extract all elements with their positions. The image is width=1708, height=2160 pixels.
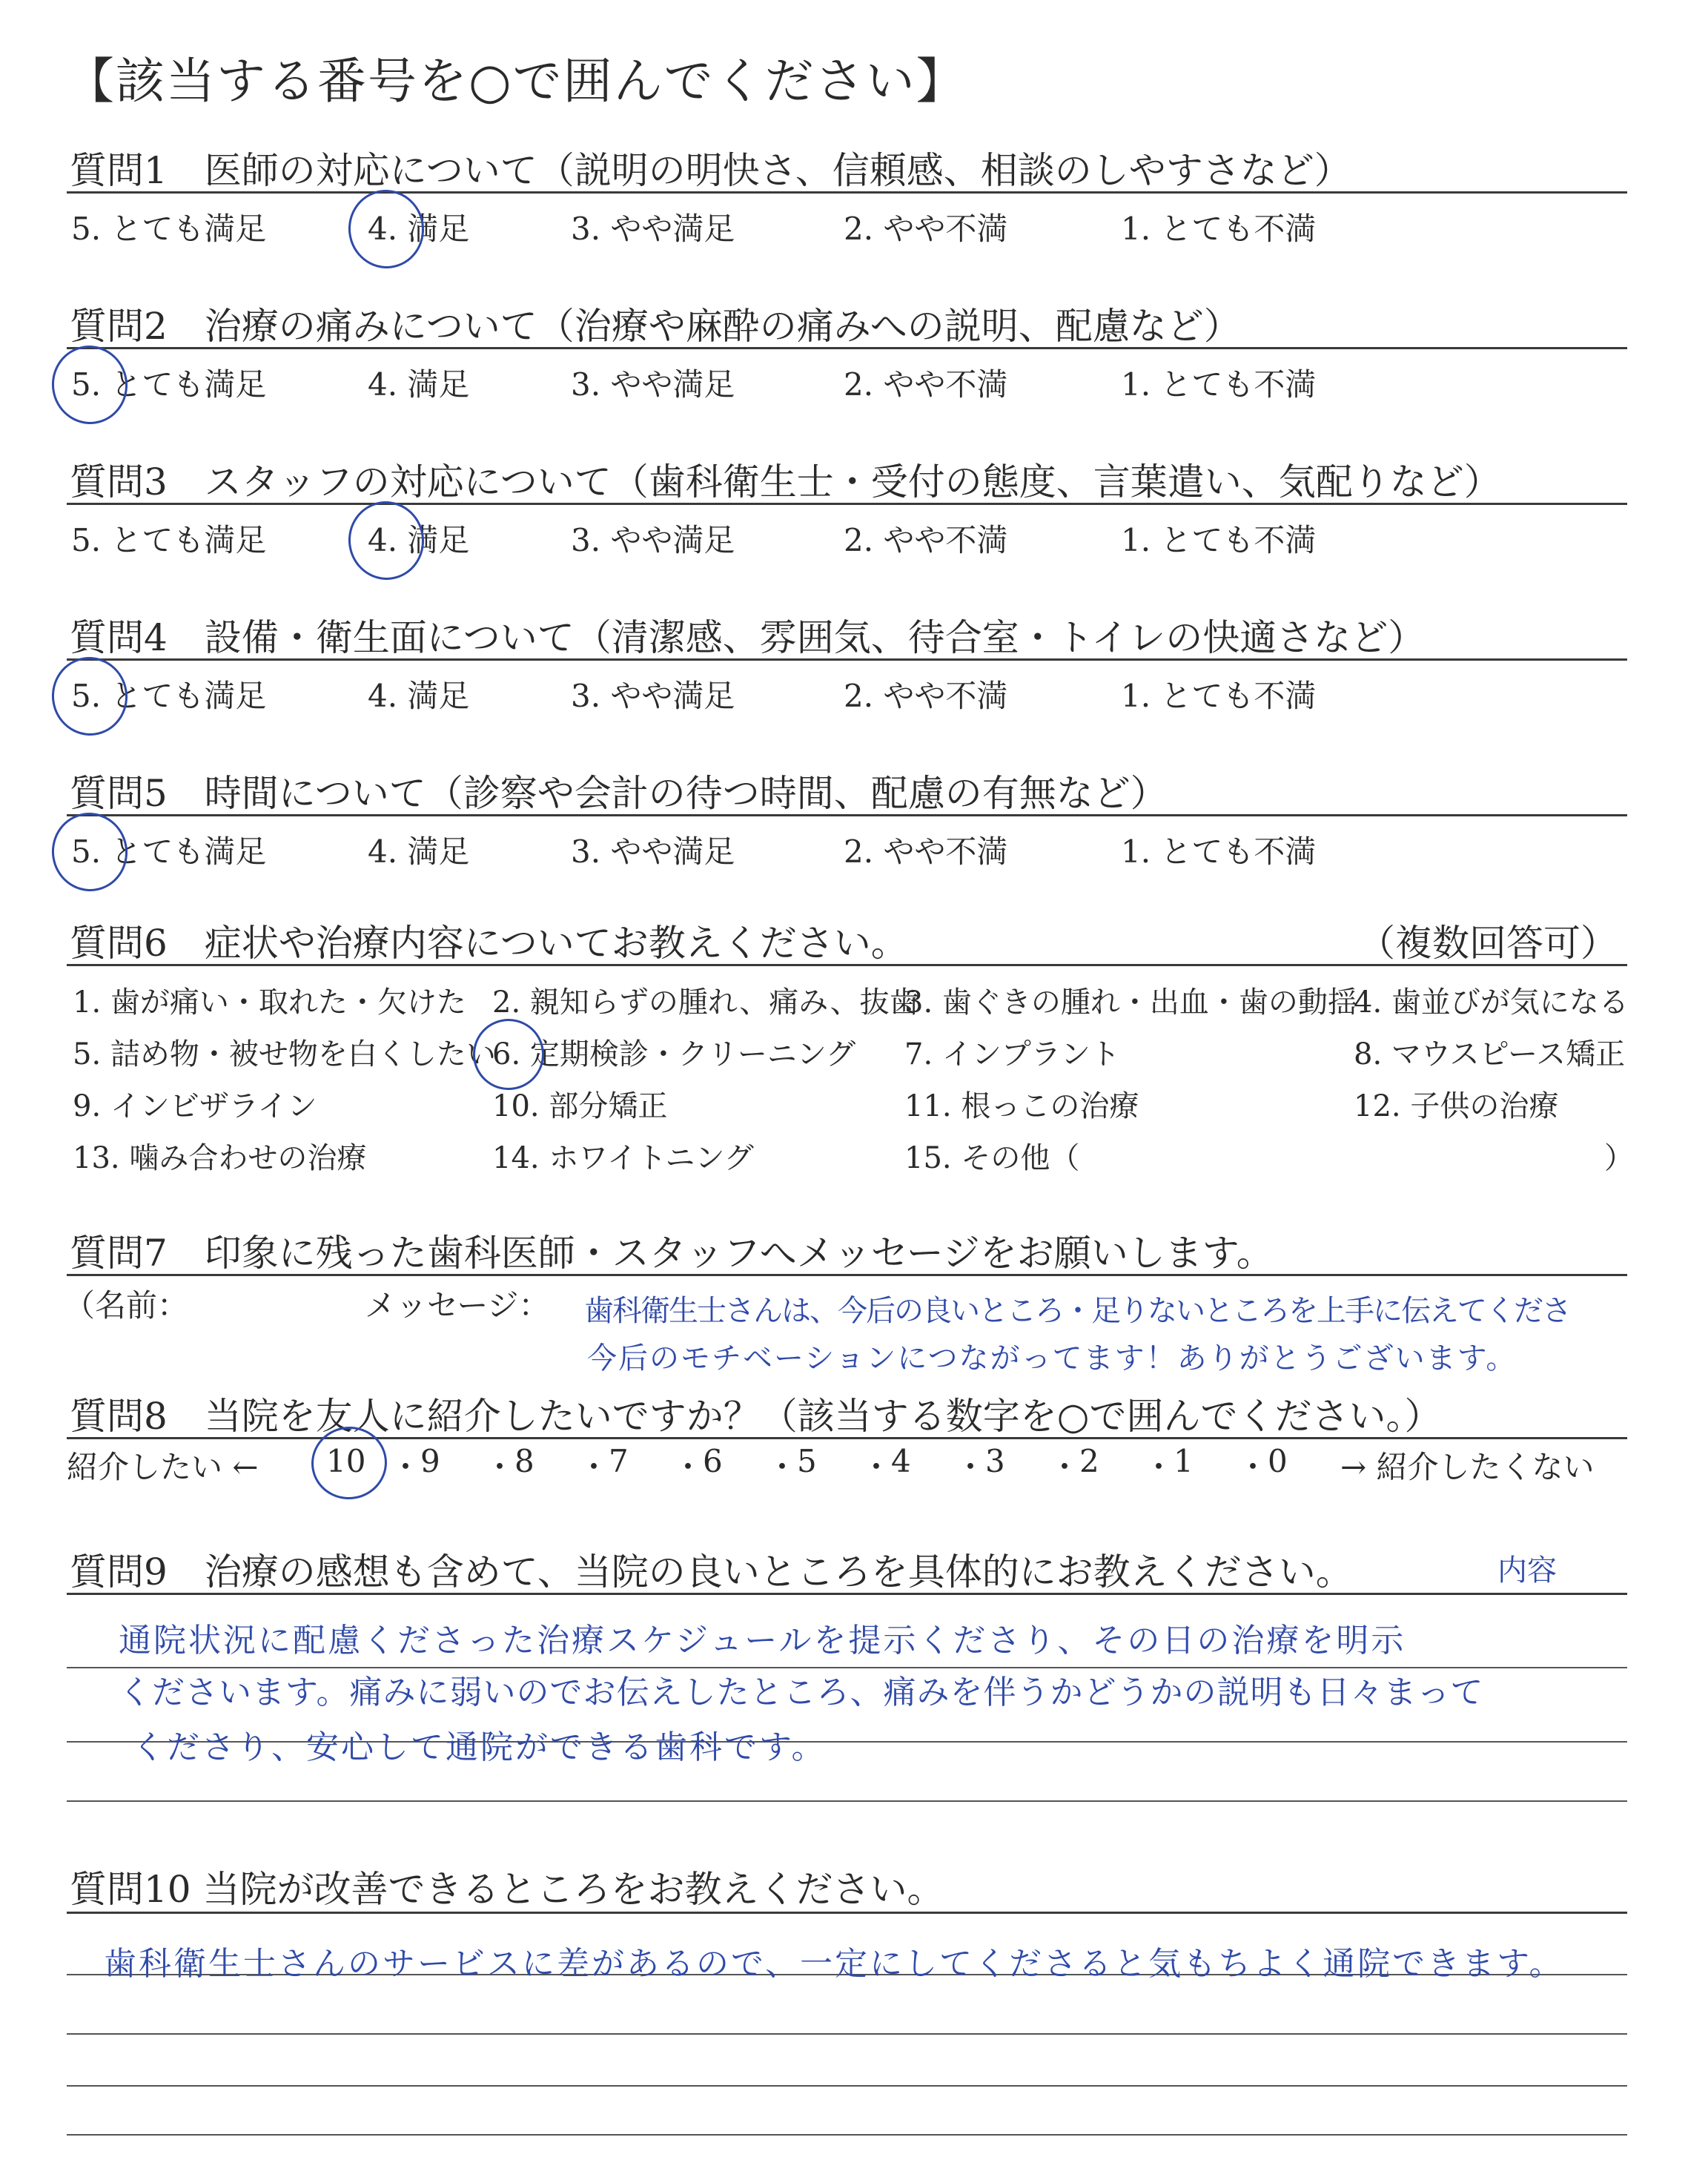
q4-option-4[interactable]: 4. 満足 [368, 678, 470, 714]
q9-rule-1 [67, 1593, 1627, 1595]
q6-option-14[interactable]: 14. ホワイトニング [492, 1141, 754, 1175]
q5-option-2[interactable]: 2. やや不満 [844, 833, 1008, 870]
q6-option-13[interactable]: 13. 噛み合わせの治療 [73, 1141, 367, 1175]
q8-title: 質問8 当院を友人に紹介したいですか？（該当する数字を○で囲んでください。） [70, 1395, 1442, 1438]
q7-message-line-1: 歯科衛生士さんは、今后の良いところ・足りないところを上手に伝えてくださ [584, 1294, 1570, 1328]
q3-option-4[interactable]: 4. 満足 [368, 522, 470, 558]
q6-title: 質問6 症状や治療内容についてお教えください。 [70, 922, 908, 965]
q6-option-other-close: ） [1604, 1141, 1634, 1175]
q5-option-1[interactable]: 1. とても不満 [1121, 833, 1317, 870]
q2-option-4[interactable]: 4. 満足 [368, 366, 470, 403]
q6-option-5[interactable]: 5. 詰め物・被せ物を白くしたい [73, 1037, 496, 1071]
q8-right-label: → 紹介したくない [1340, 1449, 1595, 1485]
q8-scale-4[interactable]: 4 [891, 1443, 911, 1479]
q10-title: 質問10 当院が改善できるところをお教えください。 [70, 1868, 944, 1911]
q10-answer-line-1: 歯科衛生士さんのサービスに差があるので、一定にしてくださると気もちよく通院できます。 [104, 1945, 1564, 1983]
q9-answer-line-1: 通院状況に配慮くださった治療スケジュールを提示くださり、その日の治療を明示 [119, 1622, 1406, 1659]
q8-scale-10[interactable]: 10 [326, 1443, 366, 1479]
q8-scale-dot: ・ [672, 1449, 704, 1485]
q6-note: （複数回答可） [1358, 922, 1618, 965]
q8-scale-9[interactable]: 9 [420, 1443, 440, 1479]
q6-option-15[interactable]: 15. その他（ [904, 1141, 1080, 1175]
q6-option-10[interactable]: 10. 部分矯正 [492, 1089, 668, 1123]
q6-option-2[interactable]: 2. 親知らずの腫れ、痛み、抜歯 [492, 985, 919, 1020]
q6-option-6[interactable]: 6. 定期検診・クリーニング [492, 1037, 856, 1071]
q6-option-7[interactable]: 7. インプラント [904, 1037, 1120, 1071]
q8-scale-dot: ・ [1143, 1449, 1175, 1485]
q4-option-5[interactable]: 5. とても満足 [71, 678, 267, 714]
q2-option-1[interactable]: 1. とても不満 [1121, 366, 1317, 403]
q8-scale-dot: ・ [484, 1449, 516, 1485]
q8-rule [67, 1437, 1627, 1439]
q5-rule [67, 814, 1627, 816]
q5-option-4[interactable]: 4. 満足 [368, 833, 470, 870]
q5-option-5[interactable]: 5. とても満足 [71, 833, 267, 870]
q7-message-label: メッセージ： [365, 1287, 550, 1324]
q5-title: 質問5 時間について（診察や会計の待つ時間、配慮の有無など） [70, 772, 1168, 815]
q6-option-8[interactable]: 8. マウスピース矯正 [1354, 1037, 1626, 1071]
q8-scale-dot: ・ [578, 1449, 610, 1485]
q10-rule-1 [67, 1912, 1627, 1914]
q3-selection-circle [343, 496, 429, 584]
q8-scale-dot: ・ [767, 1449, 798, 1485]
q6-option-3[interactable]: 3. 歯ぐきの腫れ・出血・歯の動揺 [904, 985, 1357, 1020]
q1-option-5[interactable]: 5. とても満足 [71, 211, 267, 247]
q7-name-label: （名前： [64, 1287, 189, 1324]
q8-scale-dot: ・ [955, 1449, 987, 1485]
q9-insert-note: 内容 [1497, 1553, 1557, 1588]
q5-selection-circle [47, 807, 133, 896]
q8-scale-3[interactable]: 3 [985, 1443, 1005, 1479]
q4-option-3[interactable]: 3. やや満足 [571, 678, 735, 714]
q6-rule [67, 964, 1627, 966]
q4-option-1[interactable]: 1. とても不満 [1121, 678, 1317, 714]
q9-answer-line-3: くださり、安心して通院ができる歯科です。 [132, 1728, 827, 1766]
q9-title: 質問9 治療の感想も含めて、当院の良いところを具体的にお教えください。 [70, 1550, 1353, 1593]
q2-option-5[interactable]: 5. とても満足 [71, 366, 267, 403]
q9-answer-line-2: くださいます。痛みに弱いのでお伝えしたところ、痛みを伴うかどうかの説明も日々まって [119, 1674, 1484, 1711]
q3-option-5[interactable]: 5. とても満足 [71, 522, 267, 558]
q2-option-2[interactable]: 2. やや不満 [844, 366, 1008, 403]
q1-option-2[interactable]: 2. やや不満 [844, 211, 1008, 247]
q9-rule-4 [67, 1800, 1627, 1802]
q6-option-4[interactable]: 4. 歯並びが気になる [1354, 985, 1629, 1020]
q2-option-3[interactable]: 3. やや満足 [571, 366, 735, 403]
q10-rule-4 [67, 2085, 1627, 2087]
q6-option-11[interactable]: 11. 根っこの治療 [904, 1089, 1139, 1123]
q6-option-1[interactable]: 1. 歯が痛い・取れた・欠けた [73, 985, 466, 1020]
q8-scale-0[interactable]: 0 [1268, 1443, 1288, 1479]
q8-scale-dot: ・ [1237, 1449, 1269, 1485]
q8-scale-6[interactable]: 6 [703, 1443, 723, 1479]
q5-option-3[interactable]: 3. やや満足 [571, 833, 735, 870]
q10-rule-3 [67, 2033, 1627, 2035]
q1-selection-circle [343, 185, 429, 273]
q3-title: 質問3 スタッフの対応について（歯科衛生士・受付の態度、言葉遣い、気配りなど） [70, 460, 1501, 503]
q7-title: 質問7 印象に残った歯科医師・スタッフへメッセージをお願いします。 [70, 1232, 1274, 1275]
q4-selection-circle [47, 652, 133, 740]
q6-option-12[interactable]: 12. 子供の治療 [1354, 1089, 1559, 1123]
q7-message-line-2: 今后のモチベーションにつながってます！ありがとうございます。 [587, 1341, 1517, 1375]
q1-rule [67, 191, 1627, 194]
q4-option-2[interactable]: 2. やや不満 [844, 678, 1008, 714]
q8-scale-7[interactable]: 7 [609, 1443, 629, 1479]
q6-option-9[interactable]: 9. インビザライン [73, 1089, 317, 1123]
q1-title: 質問1 医師の対応について（説明の明快さ、信頼感、相談のしやすさなど） [70, 149, 1351, 192]
q1-option-1[interactable]: 1. とても不満 [1121, 211, 1317, 247]
q10-rule-5 [67, 2134, 1627, 2136]
q4-title: 質問4 設備・衛生面について（清潔感、雰囲気、待合室・トイレの快適さなど） [70, 616, 1426, 659]
q8-scale-5[interactable]: 5 [797, 1443, 817, 1479]
q3-rule [67, 503, 1627, 505]
q2-selection-circle [47, 340, 133, 429]
q4-rule [67, 658, 1627, 661]
q8-left-label: 紹介したい ← [67, 1449, 259, 1485]
q1-option-3[interactable]: 3. やや満足 [571, 211, 735, 247]
q8-scale-dot: ・ [1049, 1449, 1081, 1485]
form-header: 【該当する番号を○で囲んでください】 [65, 53, 967, 110]
q2-title: 質問2 治療の痛みについて（治療や麻酔の痛みへの説明、配慮など） [70, 305, 1241, 348]
q3-option-2[interactable]: 2. やや不満 [844, 522, 1008, 558]
q3-option-1[interactable]: 1. とても不満 [1121, 522, 1317, 558]
q8-scale-1[interactable]: 1 [1174, 1443, 1194, 1479]
q1-option-4[interactable]: 4. 満足 [368, 211, 470, 247]
q8-scale-dot: ・ [390, 1449, 422, 1485]
q8-scale-dot: ・ [861, 1449, 893, 1485]
q7-rule [67, 1274, 1627, 1276]
q8-scale-2[interactable]: 2 [1079, 1443, 1099, 1479]
q2-rule [67, 347, 1627, 349]
q3-option-3[interactable]: 3. やや満足 [571, 522, 735, 558]
q8-scale-8[interactable]: 8 [514, 1443, 534, 1479]
